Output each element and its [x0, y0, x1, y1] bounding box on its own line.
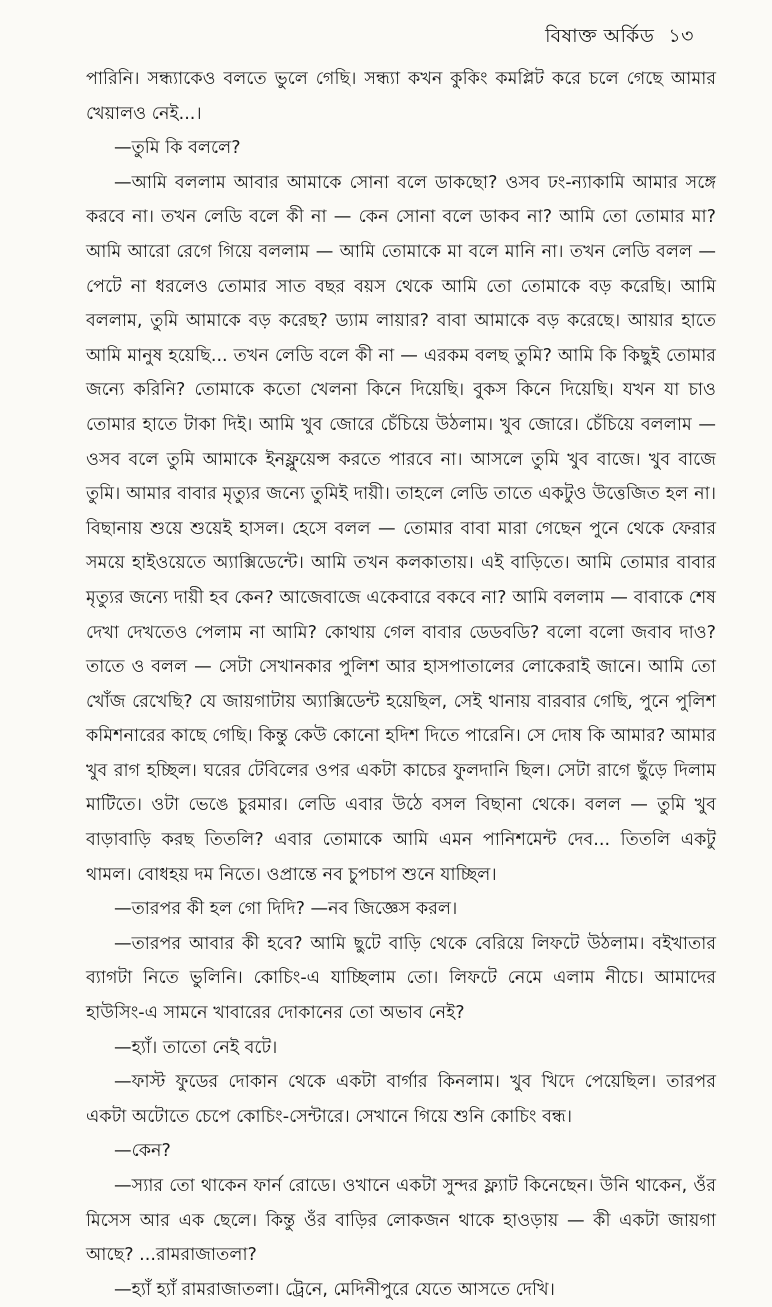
paragraph: —স্যার তো থাকেন ফার্ন রোডে। ওখানে একটা সুন্দর ফ্ল্যাট কিনেছেন। উনি থাকেন, ওঁর মিসেস আর এক ছেলে। কিন্তু ওঁর বাড়ির লোকজন থাকে হাওড়ায় — কী একটা জায়গা আছে? ...রামরাজাতলা?	[86, 1176, 716, 1266]
paragraph: —কেন?	[114, 1141, 171, 1162]
paragraph: —তুমি কি বললে?	[114, 138, 241, 159]
paragraph: —তারপর আবার কী হবে? আমি ছুটে বাড়ি থেকে বেরিয়ে লিফটে উঠলাম। বইখাতার ব্যাগটা নিতে ভুলিনি। কোচিং-এ যাচ্ছিলাম তো। লিফটে নেমে এলাম নীচে। আমাদের হাউসিং-এ সামনে খাবারের দোকানের তো অভাব নেই?	[86, 933, 716, 1024]
running-header	[545, 22, 694, 54]
page-number: ১৩	[668, 25, 694, 47]
paragraph: —আমি বললাম আবার আমাকে সোনা বলে ডাকছো? ওসব ঢং-ন্যাকামি আমার সঙ্গে করবে না। তখন লেডি বলে কী না — কেন সোনা বলে ডাকব না? আমি তো তোমার মা? আমি আরো রেগে গিয়ে বললাম — আমি তোমাকে মা বলে মানি না। তখন লেডি বলল — পেটে না ধরলেও তোমার সাত বছর বয়স থেকে আমি তো তোমাকে বড় করেছি। আমি বললাম, তুমি আমাকে বড় করেছ? ড্যাম লায়ার? বাবা আমাকে বড় করেছে। আয়ার হাতে আমি মানুষ হয়েছি... তখন লেডি বলে কী না — এরকম বলছ তুমি? আমি কি কিছুই তোমার জন্যে করিনি? তোমাকে কতো খেলনা কিনে দিয়েছি। বুকস কিনে দিয়েছি। যখন যা চাও তোমার হাতে টাকা দিই। আমি খুব জোরে চেঁচিয়ে উঠলাম। খুব জোরে। চেঁচিয়ে বললাম — ওসব বলে তুমি আমাকে ইনফ্লুয়েন্স করতে পারবে না। আসলে তুমি খুব বাজে। খুব বাজে তুমি। আমার বাবার মৃত্যুর জন্যে তুমিই দায়ী। তাহলে লেডি তাতে একটুও উত্তেজিত হল না। বিছানায় শুয়ে শুয়েই হাসল। হেসে বলল — তোমার বাবা মারা গেছেন পুনে থেকে ফেরার সময়ে হাইওয়েতে অ্যাক্সিডেন্টে। আমি তখন কলকাতায়। এই বাড়িতে। আমি তোমার বাবার মৃত্যুর জন্যে দায়ী হব কেন? আজেবাজে একেবারে বকবে না? আমি বললাম — বাবাকে শেষ দেখা দেখতেও পেলাম না আমি? কোথায় গেল বাবার ডেডবডি? বলো বলো জবাব দাও? তাতে ও বলল — সেটা সেখানকার পুলিশ আর হাসপাতালের লোকেরাই জানে। আমি তো খোঁজ রেখেছি? যে জায়গাটায় অ্যাক্সিডেন্ট হয়েছিল, সেই থানায় বারবার গেছি, পুনে পুলিশ কমিশনারের কাছে গেছি। কিন্তু কেউ কোনো হদিশ দিতে পারেনি। সে দোষ কি আমার? আমার খুব রাগ হচ্ছিল। ঘরের টেবিলের ওপর একটা কাচের ফুলদানি ছিল। সেটা রাগে ছুঁড়ে দিলাম মাটিতে। ওটা ভেঙে চুরমার। লেডি এবার উঠে বসল বিছানা থেকে। বলল — তুমি খুব বাড়াবাড়ি করছ তিতলি? এবার তোমাকে আমি এমন পানিশমেন্ট দেব... তিতলি একটু থামল। বোধহয় দম নিতে। ওপ্রান্তে নব চুপচাপ শুনে যাচ্ছিল।	[86, 172, 716, 885]
body-text	[86, 62, 716, 1307]
paragraph: —ফাস্ট ফুডের দোকান থেকে একটা বার্গার কিনলাম। খুব খিদে পেয়েছিল। তারপর একটা অটোতে চেপে কোচিং-সেন্টারে। সেখানে গিয়ে শুনি কোচিং বন্ধ।	[86, 1072, 716, 1127]
book-title: বিষাক্ত অর্কিড	[545, 25, 655, 47]
paragraph: —হ্যাঁ। তাতো নেই বটে।	[114, 1037, 278, 1058]
paragraph: —তারপর কী হল গো দিদি? —নব জিজ্ঞেস করল।	[114, 899, 458, 920]
paragraph: —হ্যাঁ হ্যাঁ রামরাজাতলা। ট্রেনে, মেদিনীপুরে যেতে আসতে দেখি।	[114, 1279, 555, 1300]
paragraph: পারিনি। সন্ধ্যাকেও বলতে ভুলে গেছি। সন্ধ্যা কখন কুকিং কমপ্লিট করে চলে গেছে আমার খেয়ালও নেই...।	[86, 69, 716, 124]
